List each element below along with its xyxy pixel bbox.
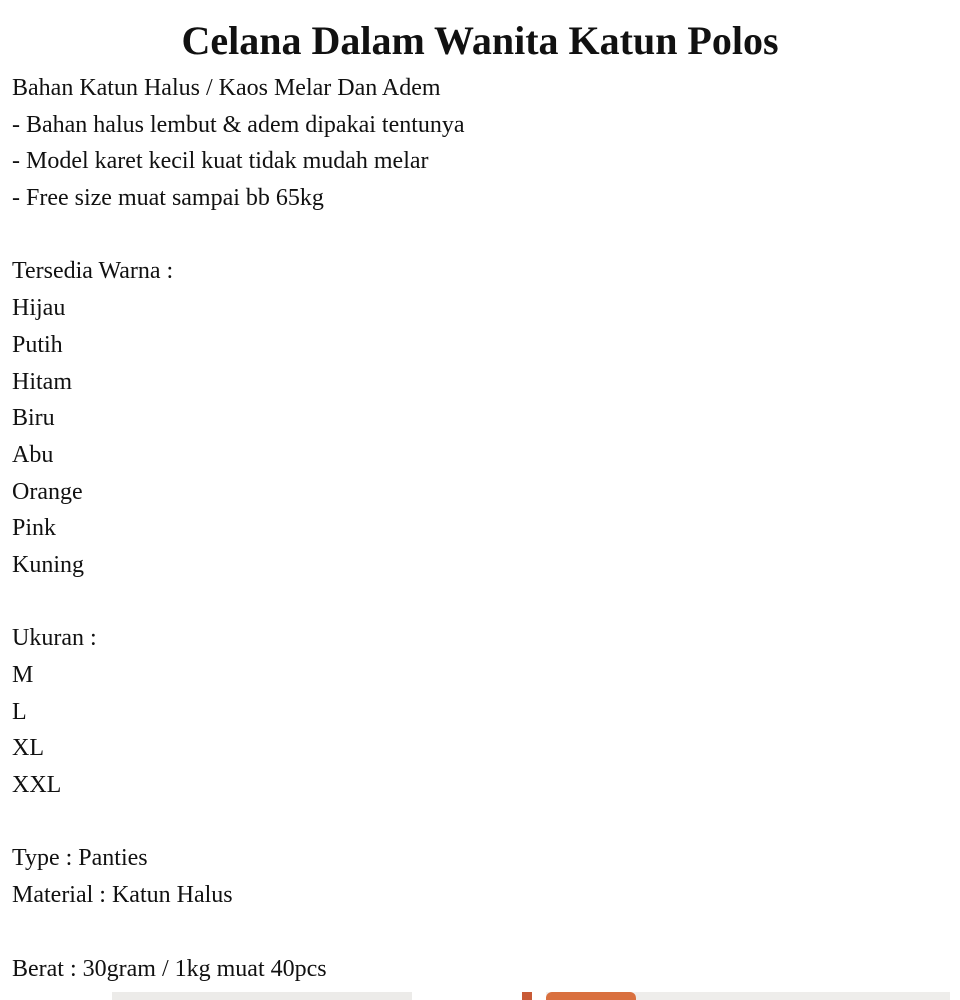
color-item: Putih [12,331,63,358]
size-item: M [12,662,34,688]
product-description [12,70,942,987]
photo-background [532,992,546,1000]
type-text: Type : Panties [12,845,148,872]
sizes-heading: Ukuran : [12,625,97,652]
product-title: Celana Dalam Wanita Katun Polos [181,18,779,63]
material-text: Material : Katun Halus [12,882,233,909]
photo-product-edge [546,992,636,1000]
color-item: Hijau [12,295,66,322]
spacer [12,217,942,254]
photo-background [12,992,112,1000]
feature-item: - Bahan halus lembut & adem dipakai tentunya [12,111,465,138]
color-item: Hitam [12,368,72,395]
photo-background [412,992,522,1000]
spacer [12,804,942,841]
color-item: Biru [12,405,55,432]
spacer [12,914,942,951]
size-item: L [12,698,27,725]
photo-background [112,992,412,1000]
feature-item: - Model karet kecil kuat tidak mudah melar [12,148,429,175]
feature-item: - Free size muat sampai bb 65kg [12,185,324,212]
color-item: Orange [12,478,83,505]
photo-product-edge [522,992,532,1000]
color-item: Kuning [12,551,84,578]
colors-heading: Tersedia Warna : [12,258,174,285]
product-photo [12,992,950,1000]
color-item: Pink [12,515,57,542]
color-item: Abu [12,441,54,468]
intro-text: Bahan Katun Halus / Kaos Melar Dan Adem [12,75,441,101]
spacer [12,584,942,621]
photo-background [636,992,950,1000]
size-item: XXL [12,772,62,799]
weight-text: Berat : 30gram / 1kg muat 40pcs [12,955,327,982]
size-item: XL [12,735,44,762]
